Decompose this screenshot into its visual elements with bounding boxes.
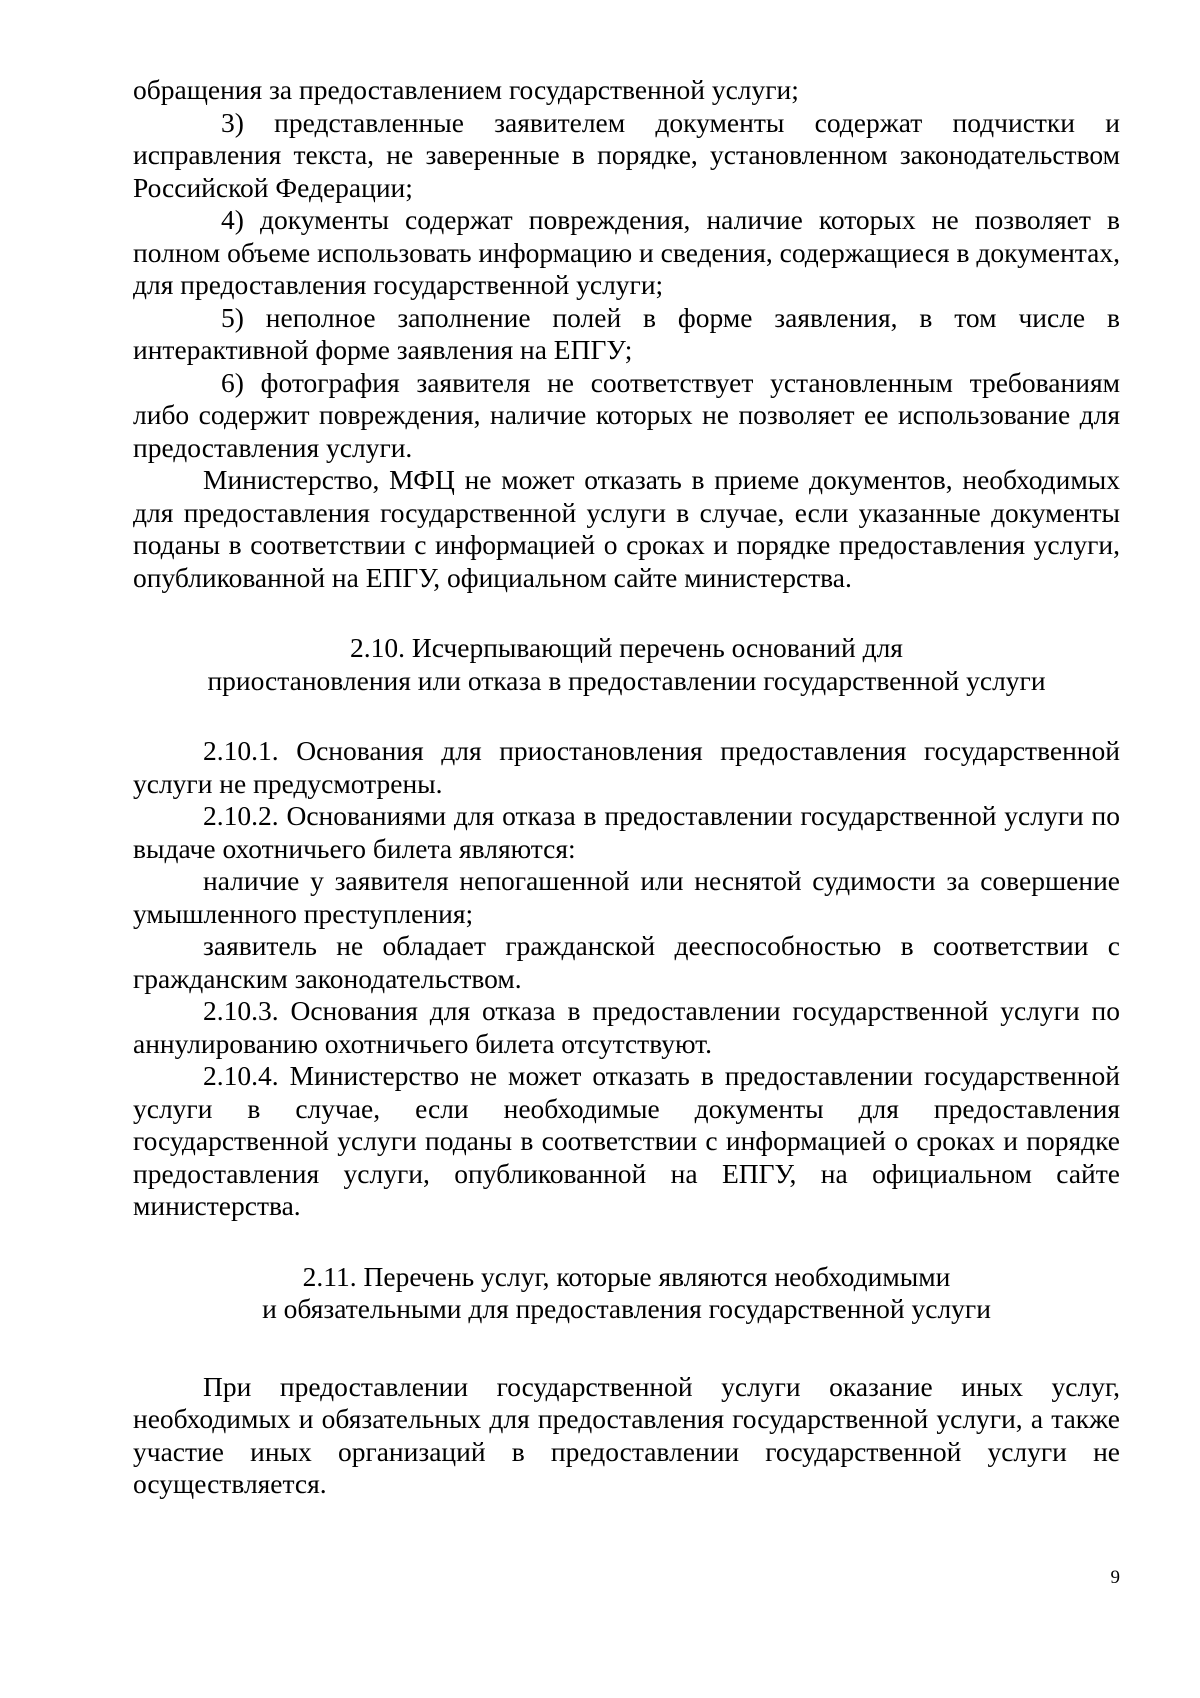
list-item-3: 3) представленные заявителем документы содержат подчистки и исправления текста, не заверенные в порядке, установленном законодательством Российской Федерации; [133,106,1120,203]
list-item-6: 6) фотография заявителя не соответствует установленным требованиям либо содержит повреждения, наличие которых не позволяет ее использование для предоставления услуги. [133,366,1120,463]
paragraph-2-11: При предоставлении государственной услуги оказание иных услуг, необходимых и обязательных для предоставления государственной услуги, а также участие иных организаций в предоставлении государственной услуги не осуществляется. [133,1370,1120,1499]
section-2-10-heading-line1: 2.10. Исчерпывающий перечень оснований для [350,632,903,663]
paragraph-2-10-4: 2.10.4. Министерство не может отказать в предоставлении государственной услуги в случае, если необходимые документы для предоставления государственной услуги поданы в соответствии с информацией о сроках и порядке предоставления услуги, опубликованной на ЕПГУ, на официальном сайте министерства. [133,1060,1120,1221]
list-item-4: 4) документы содержат повреждения, наличие которых не позволяет в полном объеме использовать информацию и сведения, содержащиеся в документах, для предоставления государственной услуги; [133,204,1120,300]
paragraph-ground-capacity: заявитель не обладает гражданской дееспособностью в соответствии с гражданским законодательством. [133,930,1120,994]
spacer [133,1326,1120,1371]
section-2-10-heading-line2: приостановления или отказа в предоставлении государственной услуги [207,664,1046,696]
spacer [133,1223,1120,1261]
paragraph-ministry-refusal: Министерство, МФЦ не может отказать в приеме документов, необходимых для предоставления государственной услуги в случае, если указанные документы поданы в соответствии с информацией о сроках и порядке предоставления услуги, опубликованной на ЕПГУ, официальном сайте министерства. [133,464,1120,593]
paragraph-ground-conviction: наличие у заявителя непогашенной или неснятой судимости за совершение умышленного преступления; [133,865,1120,929]
spacer [133,697,1120,735]
page-number: 9 [1110,1567,1120,1588]
list-item-5: 5) неполное заполнение полей в форме заявления, в том числе в интерактивной форме заявления на ЕПГУ; [133,301,1120,365]
paragraph-continuation: обращения за предоставлением государственной услуги; [133,74,799,105]
section-2-11-heading-line2: и обязательными для предоставления государственной услуги [262,1293,991,1324]
paragraph-2-10-3: 2.10.3. Основания для отказа в предоставлении государственной услуги по аннулированию охотничьего билета отсутствуют. [133,995,1120,1059]
document-page [133,74,1120,1501]
section-2-11-heading-line1: 2.11. Перечень услуг, которые являются необходимыми [302,1260,951,1292]
paragraph-2-10-1: 2.10.1. Основания для приостановления предоставления государственной услуги не предусмотрены. [133,735,1120,799]
spacer [133,594,1120,632]
paragraph-2-10-2: 2.10.2. Основаниями для отказа в предоставлении государственной услуги по выдаче охотничьего билета являются: [133,800,1120,864]
